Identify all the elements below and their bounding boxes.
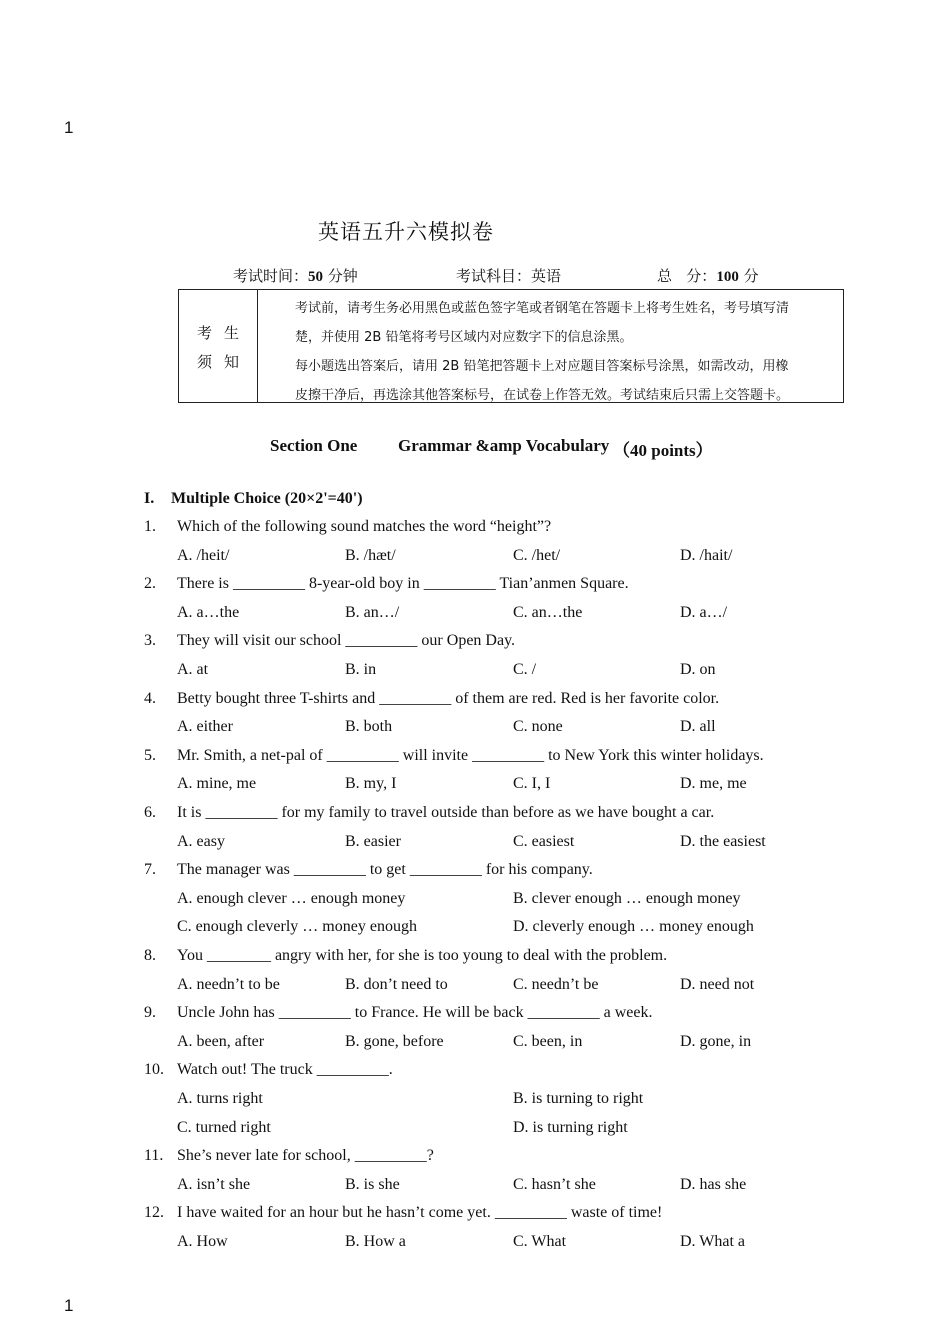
answer-option: C. none: [513, 718, 563, 735]
question-text: The manager was _________ to get _________ for his company.: [177, 861, 593, 878]
answer-option: D. is turning right: [513, 1119, 628, 1136]
answer-option: A. been, after: [177, 1033, 265, 1050]
answer-option: C. turned right: [177, 1119, 271, 1136]
answer-option: C. been, in: [513, 1033, 583, 1050]
exam-title: 英语五升六模拟卷: [318, 220, 494, 244]
section-topic: Grammar &amp Vocabulary: [398, 436, 610, 455]
question-number: 8.: [144, 947, 156, 964]
exam-score-label: 总 分：: [657, 267, 717, 285]
answer-option: D. on: [680, 661, 716, 678]
question-text: Which of the following sound matches the word “height”?: [177, 518, 552, 535]
page-number-top: 1: [64, 118, 74, 137]
question-text: Mr. Smith, a net-pal of _________ will invite _________ to New York this winter holidays.: [177, 747, 764, 764]
answer-option: C. /: [513, 661, 537, 678]
question-number: 6.: [144, 804, 156, 821]
answer-option: A. easy: [177, 833, 225, 850]
answer-option: A. turns right: [177, 1090, 263, 1107]
exam-score-value: 100: [716, 269, 739, 285]
answer-option: D. What a: [680, 1233, 746, 1250]
notice-line: 皮擦干净后，再选涂其他答案标号，在试卷上作答无效。考试结束后只需上交答题卡。: [295, 388, 790, 403]
answer-option: D. a…/: [680, 604, 728, 621]
notice-label-line1: 考生: [196, 324, 251, 342]
question-number: 2.: [144, 575, 156, 592]
answer-option: C. I, I: [513, 775, 551, 792]
answer-option: B. my, I: [345, 775, 397, 792]
section-name: Section One: [270, 436, 358, 455]
question-number: 12.: [144, 1204, 164, 1221]
answer-option: A. at: [177, 661, 209, 678]
exam-time-unit: 分钟: [327, 267, 358, 285]
question-number: 9.: [144, 1004, 156, 1021]
answer-option: B. is turning to right: [513, 1090, 644, 1107]
exam-subject-label: 考试科目：: [456, 267, 532, 285]
question-number: 11.: [144, 1147, 164, 1164]
answer-option: A. enough clever … enough money: [177, 890, 406, 907]
answer-option: D. has she: [680, 1176, 747, 1193]
question-text: She’s never late for school, _________?: [177, 1147, 434, 1164]
answer-option: C. hasn’t she: [513, 1176, 596, 1193]
answer-option: B. How a: [345, 1233, 406, 1250]
answer-option: A. a…the: [177, 604, 240, 621]
answer-option: C. easiest: [513, 833, 575, 850]
exam-subject: [456, 265, 561, 286]
section-points: （40 points）: [613, 441, 713, 460]
answer-option: C. /het/: [513, 547, 561, 564]
question-number: 10.: [144, 1061, 164, 1078]
answer-option: C. enough cleverly … money enough: [177, 918, 417, 935]
answer-option: D. /hait/: [680, 547, 733, 564]
notice-line: 楚，并使用 2B 铅笔将考号区域内对应数字下的信息涂黑。: [295, 330, 633, 345]
question-text: There is _________ 8-year-old boy in _________ Tian’anmen Square.: [177, 575, 629, 592]
notice-line: 每小题选出答案后，请用 2B 铅笔把答题卡上对应题目答案标号涂黑，如需改动，用橡: [295, 359, 789, 374]
question-number: 5.: [144, 747, 156, 764]
answer-option: B. both: [345, 718, 393, 735]
notice-label-line2: 须知: [196, 353, 251, 371]
notice-line: 考试前，请考生务必用黑色或蓝色签字笔或者钢笔在答题卡上将考生姓名，考号填写清: [295, 301, 790, 316]
answer-option: C. What: [513, 1233, 567, 1250]
answer-option: C. needn’t be: [513, 976, 599, 993]
answer-option: D. gone, in: [680, 1033, 752, 1050]
answer-option: A. isn’t she: [177, 1176, 251, 1193]
answer-option: D. need not: [680, 976, 755, 993]
part-numeral: I.: [144, 490, 155, 507]
question-number: 3.: [144, 632, 156, 649]
question-text: It is _________ for my family to travel outside than before as we have bought a car.: [177, 804, 715, 821]
question-text: Watch out! The truck _________.: [177, 1061, 393, 1078]
question-text: They will visit our school _________ our Open Day.: [177, 632, 516, 649]
answer-option: B. in: [345, 661, 377, 678]
answer-option: B. gone, before: [345, 1033, 444, 1050]
exam-score-unit: 分: [743, 267, 759, 285]
answer-option: D. the easiest: [680, 833, 766, 850]
answer-option: B. an…/: [345, 604, 400, 621]
answer-option: B. /hæt/: [345, 547, 396, 564]
answer-option: D. all: [680, 718, 716, 735]
exam-time-label: 考试时间：: [233, 267, 309, 285]
answer-option: A. /heit/: [177, 547, 230, 564]
notice-box: [178, 289, 844, 403]
exam-subject-value: 英语: [531, 267, 562, 285]
answer-option: B. easier: [345, 833, 401, 850]
answer-option: D. cleverly enough … money enough: [513, 918, 754, 935]
exam-time-value: 50: [308, 269, 324, 285]
part-title: Multiple Choice (20×2'=40'): [171, 490, 363, 507]
answer-option: A. mine, me: [177, 775, 257, 792]
answer-option: B. is she: [345, 1176, 400, 1193]
question-number: 1.: [144, 518, 156, 535]
answer-option: C. an…the: [513, 604, 583, 621]
exam-score: [657, 265, 759, 286]
question-number: 7.: [144, 861, 156, 878]
page-number-bottom: 1: [64, 1296, 74, 1315]
question-text: Betty bought three T-shirts and _________ of them are red. Red is her favorite color.: [177, 690, 720, 707]
question-number: 4.: [144, 690, 156, 707]
answer-option: A. needn’t to be: [177, 976, 280, 993]
question-text: I have waited for an hour but he hasn’t come yet. _________ waste of time!: [177, 1204, 663, 1221]
exam-time: [233, 265, 358, 286]
answer-option: B. don’t need to: [345, 976, 448, 993]
notice-divider: [257, 290, 258, 402]
question-text: You ________ angry with her, for she is too young to deal with the problem.: [177, 947, 668, 964]
answer-option: D. me, me: [680, 775, 747, 792]
answer-option: B. clever enough … enough money: [513, 890, 741, 907]
question-text: Uncle John has _________ to France. He will be back _________ a week.: [177, 1004, 653, 1021]
answer-option: A. How: [177, 1233, 228, 1250]
answer-option: A. either: [177, 718, 233, 735]
